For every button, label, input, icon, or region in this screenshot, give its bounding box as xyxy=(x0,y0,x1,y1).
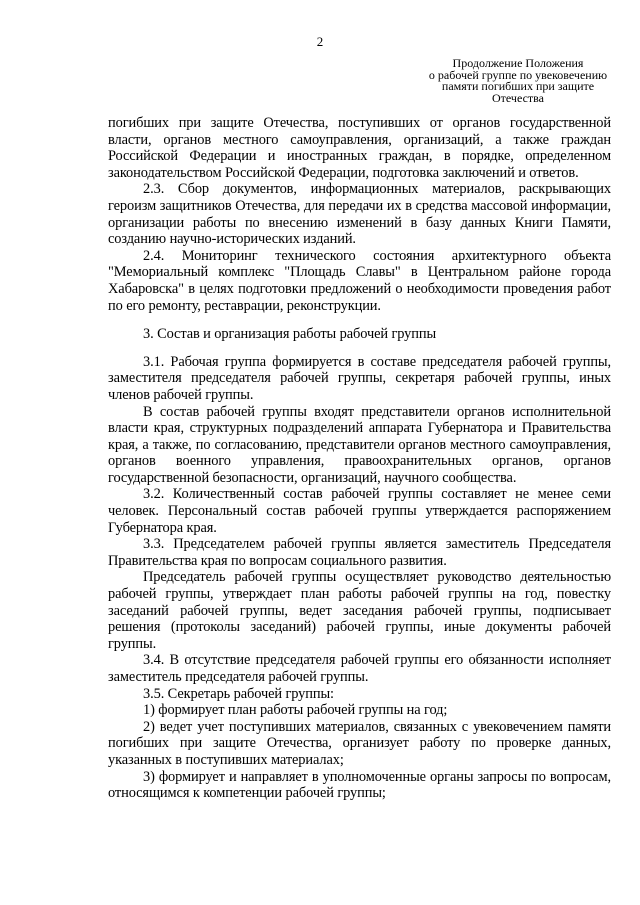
list-item-1: 1) формирует план работы рабочей группы на год; xyxy=(143,702,448,719)
running-header-line: памяти погибших при защите xyxy=(441,79,595,93)
paragraph-2-4: 2.4. Мониторинг технического состояния архитектурного объекта "Мемориальный комплекс "Площадь Славы" в Центральном районе города Хабаровска" в целях подготовки предложений о необходимости проведения работ по его ремонту, реставрации, реконструкции. xyxy=(108,247,611,314)
paragraph-2-3: 2.3. Сбор документов, информационных материалов, раскрывающих героизм защитников Отечества, для передачи их в средства массовой информации, организации работы по внесению изменений в базу данных Книги Памяти, созданию научно-исторических изданий. xyxy=(108,181,611,248)
list-item-2: 2) ведет учет поступивших материалов, связанных с увековечением памяти погибших при защите Отечества, организует работу по проверке данных, указанных в поступивших материалах; xyxy=(108,718,611,768)
running-header-line: о рабочей группе по увековечению xyxy=(428,67,608,82)
paragraph-3-2: 3.2. Количественный состав рабочей группы составляет не менее семи человек. Персональный состав рабочей группы утверждается распоряжением Губернатора края. xyxy=(108,486,611,536)
paragraph-chairman-duties: Председатель рабочей группы осуществляет руководство деятельностью рабочей группы, утверждает план работы рабочей группы на год, повестку заседаний рабочей группы, ведет заседания рабочей группы, подписывает решения (протоколы заседаний) рабочей группы, иные документы рабочей группы. xyxy=(108,569,611,652)
page-number: 2 xyxy=(316,34,324,49)
document-body xyxy=(108,115,611,802)
paragraph-3-3: 3.3. Председателем рабочей группы является заместитель Председателя Правительства края по вопросам социального развития. xyxy=(108,536,611,569)
section-heading-3: 3. Состав и организация работы рабочей группы xyxy=(143,326,437,343)
paragraph-3-4: 3.4. В отсутствие председателя рабочей группы его обязанности исполняет заместитель председателя рабочей группы. xyxy=(108,652,611,685)
list-item-3: 3) формирует и направляет в уполномоченные органы запросы по вопросам, относящимся к компетенции рабочей группы; xyxy=(108,768,611,802)
paragraph-3-1: 3.1. Рабочая группа формируется в составе председателя рабочей группы, заместителя председателя рабочей группы, секретаря рабочей группы, иных членов рабочей группы. xyxy=(108,353,611,403)
paragraph-composition: В состав рабочей группы входят представители органов исполнительной власти края, структурных подразделений аппарата Губернатора и Правительства края, а также, по согласованию, представители органов местного самоуправления, органов военного управления, правоохранительных органов, органов государственной безопасности, организаций, научного сообщества. xyxy=(108,403,611,486)
paragraph-continuation: погибших при защите Отечества, поступивших от органов государственной власти, органов местного самоуправления, организаций, а также граждан Российской Федерации и иностранных граждан, в порядке, определенном законодательством Российской Федерации, подготовка заключений и ответов. xyxy=(108,115,611,181)
running-header-line: Отечества xyxy=(491,90,544,105)
running-header-line: Продолжение Положения xyxy=(452,56,584,70)
running-header xyxy=(408,58,628,104)
paragraph-3-5: 3.5. Секретарь рабочей группы: xyxy=(143,685,334,702)
